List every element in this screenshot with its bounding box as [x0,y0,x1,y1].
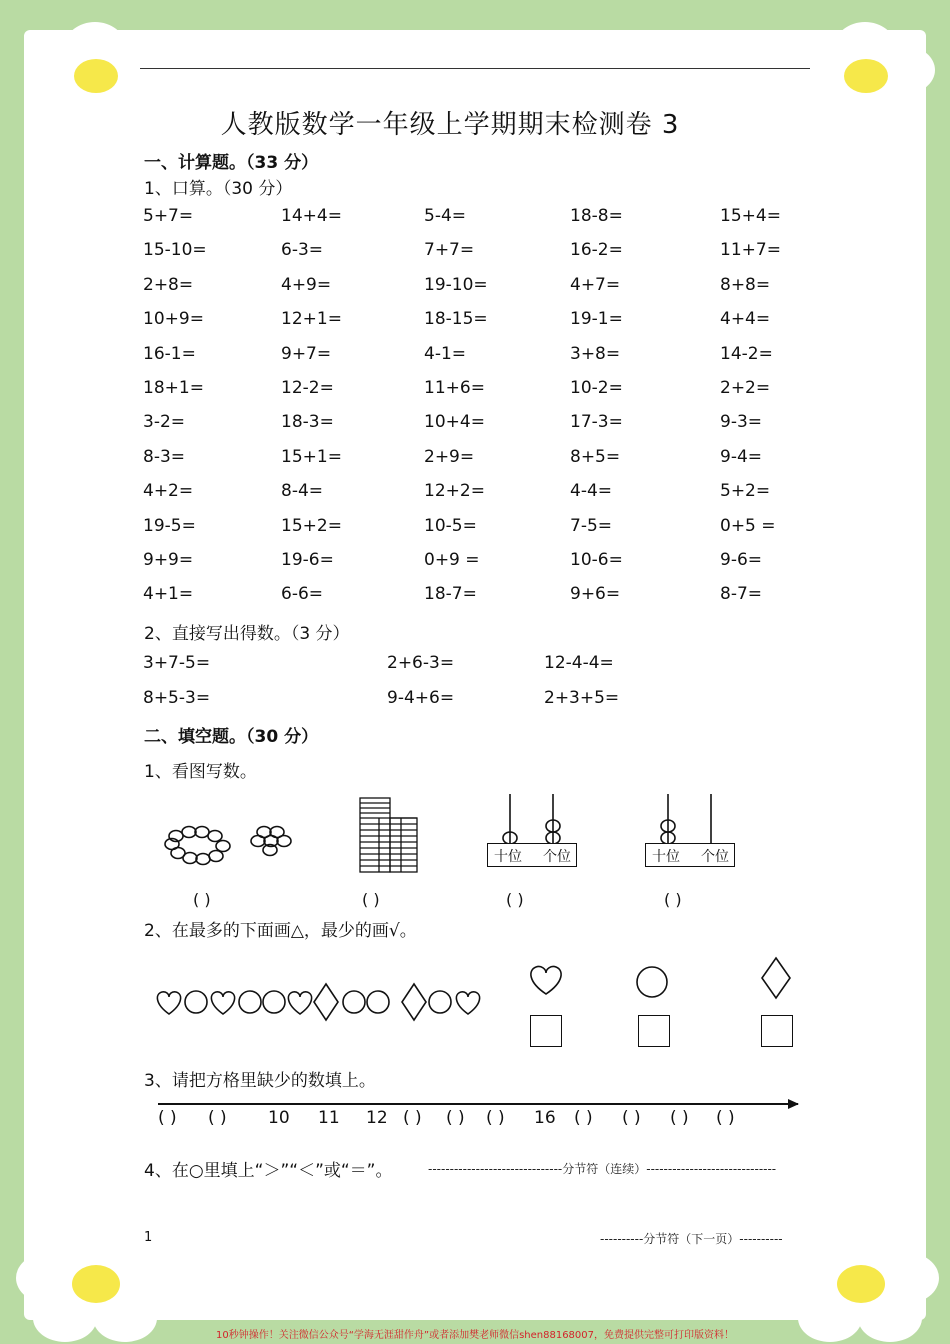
circle-icon [634,964,670,1000]
mixed-arithmetic-problem: 2+3+5= [544,688,620,708]
section2-heading: 二、填空题。（30 分） [144,727,319,747]
ones-label: 个位 [543,849,571,865]
arithmetic-problem: 15-10= [143,240,207,261]
arithmetic-problem: 12-2= [281,378,334,398]
arithmetic-problem: 6-6= [281,584,324,605]
arithmetic-problem: 0+5 = [720,515,776,536]
arithmetic-problem: 14-2= [720,343,773,364]
arithmetic-problem: 12+2= [424,481,485,502]
arithmetic-problem: 16-2= [570,240,623,261]
arithmetic-problem: 19-5= [143,515,196,536]
arithmetic-problem: 15+1= [281,446,342,467]
number-line-blank[interactable]: ( ) [403,1108,422,1128]
q4-label: 4、在○里填上“＞”“＜”或“＝”。 [144,1161,393,1181]
mixed-arithmetic-problem: 9-4+6= [387,688,455,708]
q2-label: 2、在最多的下面画△，最少的画√。 [144,921,417,941]
mixed-arithmetic-problem: 12-4-4= [544,653,614,673]
arithmetic-problem: 8+8= [720,274,771,295]
arithmetic-problem: 19-10= [424,274,488,295]
arithmetic-problem: 5+2= [720,481,771,502]
part2-label: 2、直接写出得数。（3 分） [144,624,350,644]
answer-blank-4[interactable]: ( ) [664,890,682,909]
circle-cluster-picture [160,818,300,873]
ones-label: 个位 [701,849,729,865]
arithmetic-problem: 10+9= [143,309,204,330]
number-line-blank[interactable]: ( ) [574,1108,593,1128]
number-line-value: 11 [318,1108,340,1128]
mixed-arithmetic-problem: 3+7-5= [143,653,211,673]
arithmetic-problem: 16-1= [143,343,196,364]
arithmetic-problem: 10-2= [570,378,623,398]
arithmetic-problem: 0+9 = [424,550,480,570]
answer-blank-3[interactable]: ( ) [506,890,524,909]
abacus-picture-2 [644,794,736,870]
part1-label: 1、口算。（30 分） [144,179,293,199]
answer-box-circle[interactable] [638,1015,670,1047]
arithmetic-problem: 4+4= [720,309,771,330]
page-number: 1 [144,1230,153,1245]
arithmetic-problem: 7-5= [570,515,613,536]
arithmetic-problem: 6-3= [281,240,324,261]
stick-bundle-picture [357,796,422,876]
number-line-blank[interactable]: ( ) [486,1108,505,1128]
tens-label: 十位 [494,849,522,865]
header-rule [140,68,810,69]
arithmetic-problem: 4+7= [570,274,621,295]
answer-box-heart[interactable] [530,1015,562,1047]
answer-blank-1[interactable]: ( ) [193,890,211,909]
abacus-picture-1 [486,794,578,870]
arithmetic-problem: 8-3= [143,446,186,467]
arithmetic-problem: 19-1= [570,309,623,330]
arithmetic-problem: 9-4= [720,446,763,467]
arithmetic-problem: 18-8= [570,206,623,226]
arithmetic-problem: 9+9= [143,550,194,570]
arithmetic-problem: 9-6= [720,550,763,570]
arithmetic-problem: 8-7= [720,584,763,605]
arithmetic-problem: 11+6= [424,378,485,398]
number-line-blank[interactable]: ( ) [670,1108,689,1128]
answer-blank-2[interactable]: ( ) [362,890,380,909]
arithmetic-problem: 18-7= [424,584,477,605]
section1-heading: 一、计算题。（33 分） [144,153,319,173]
arithmetic-problem: 4-1= [424,343,467,364]
arithmetic-problem: 8+5= [570,446,621,467]
number-line-value: 16 [534,1108,556,1128]
arithmetic-problem: 2+8= [143,274,194,295]
section-break-continuous: -------------------------------分节符（连续）------------------------------ [428,1162,777,1176]
arithmetic-problem: 9+6= [570,584,621,605]
shape-row-picture [152,980,492,1026]
arithmetic-problem: 4+2= [143,481,194,502]
answer-box-diamond[interactable] [761,1015,793,1047]
arithmetic-problem: 7+7= [424,240,475,261]
arithmetic-problem: 15+4= [720,206,781,226]
arithmetic-problem: 18-3= [281,412,334,433]
arithmetic-problem: 18+1= [143,378,204,398]
number-line-value: 10 [268,1108,290,1128]
arithmetic-problem: 3-2= [143,412,186,433]
arithmetic-problem: 19-6= [281,550,334,570]
diamond-icon [759,956,793,1000]
footer-banner: 10秒钟操作！关注微信公众号“学海无涯甜作舟”或者添加樊老师微信shen88168007，免费提供完整可打印版资料！ [215,1330,735,1341]
arithmetic-problem: 4-4= [570,481,613,502]
arithmetic-problem: 14+4= [281,206,342,226]
number-line-blank[interactable]: ( ) [208,1108,227,1128]
arithmetic-problem: 10+4= [424,412,485,433]
arithmetic-problem: 2+9= [424,446,475,467]
arithmetic-problem: 12+1= [281,309,342,330]
section-break-next-page: ----------分节符（下一页）---------- [600,1232,783,1246]
number-line-blank[interactable]: ( ) [158,1108,177,1128]
arithmetic-problem: 4+9= [281,274,332,295]
arithmetic-problem: 15+2= [281,515,342,536]
number-line-blank[interactable]: ( ) [716,1108,735,1128]
arithmetic-problem: 9-3= [720,412,763,433]
heart-icon [526,962,566,998]
arrow-right-icon [788,1098,800,1110]
arithmetic-problem: 10-5= [424,515,477,536]
q1-label: 1、看图写数。 [144,762,257,782]
arithmetic-problem: 17-3= [570,412,623,433]
tens-label: 十位 [652,849,680,865]
arithmetic-problem: 18-15= [424,309,488,330]
arithmetic-problem: 5+7= [143,206,194,226]
mixed-arithmetic-problem: 8+5-3= [143,688,211,708]
arithmetic-problem: 9+7= [281,343,332,364]
arithmetic-problem: 5-4= [424,206,467,226]
number-line-blank[interactable]: ( ) [622,1108,641,1128]
arithmetic-problem: 3+8= [570,343,621,364]
arithmetic-problem: 8-4= [281,481,324,502]
page-title: 人教版数学一年级上学期期末检测卷 3 [220,110,680,140]
arithmetic-problem: 2+2= [720,378,771,398]
arithmetic-problem: 10-6= [570,550,623,570]
number-line-value: 12 [366,1108,388,1128]
arithmetic-problem: 11+7= [720,240,781,261]
number-line [158,1103,798,1105]
q3-label: 3、请把方格里缺少的数填上。 [144,1071,376,1091]
arithmetic-problem: 4+1= [143,584,194,605]
number-line-blank[interactable]: ( ) [446,1108,465,1128]
mixed-arithmetic-problem: 2+6-3= [387,653,455,673]
